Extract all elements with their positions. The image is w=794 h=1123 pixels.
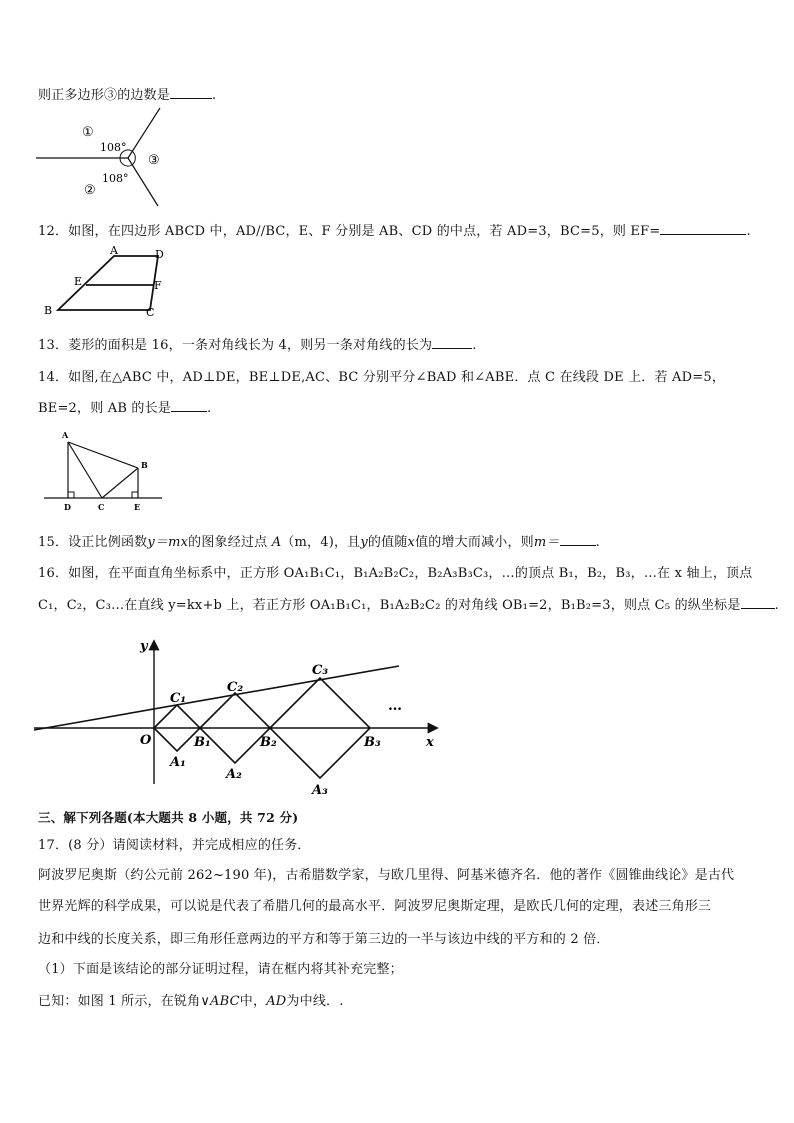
fig11-angle-bottom: 108° xyxy=(102,172,129,185)
q13-period: . xyxy=(472,338,477,353)
q15-text-4: 的值随 xyxy=(367,535,408,550)
fig16-label-A1: A₁ xyxy=(170,755,186,770)
fig16-label-B3: B₃ xyxy=(364,735,381,750)
q17-line-3: 世界光辉的科学成果，可以说是代表了希腊几何的最高水平．阿波罗尼奥斯定理，是欧氏几何的定理，表述三角形三 xyxy=(38,899,712,914)
q14-period: . xyxy=(207,401,212,416)
q15-text-3: （m，4)，且 xyxy=(281,535,361,550)
figure-12-trapezoid xyxy=(40,244,180,320)
fig16-label-C3: C₃ xyxy=(312,663,329,678)
q15-var-m: m＝ xyxy=(533,535,560,550)
fig16-label-O: O xyxy=(140,733,152,748)
q11-answer-blank[interactable] xyxy=(170,86,212,99)
fig16-label-B2: B₂ xyxy=(260,735,277,750)
q12-period: . xyxy=(746,224,751,239)
q15-period: . xyxy=(595,535,600,550)
fig11-label-1: ① xyxy=(82,125,94,140)
fig14-label-A: A xyxy=(62,430,69,440)
fig11-label-2: ② xyxy=(84,183,96,198)
q17-given-end: 为中线．. xyxy=(286,994,344,1009)
q17-line-5: （1）下面是该结论的部分证明过程，请在框内将其补充完整； xyxy=(38,962,403,977)
q16-period: . xyxy=(774,598,779,613)
fig12-label-F: F xyxy=(154,279,162,292)
fig12-label-C: C xyxy=(146,306,155,319)
q13-answer-blank[interactable] xyxy=(432,336,472,349)
q16-text: C₁，C₂，C₃…在直线 y=kx+b 上，若正方形 OA₁B₁C₁，B₁A₂B₂C₂ 的对角线 OB₁=2，B₁B₂=3，则点 C₅ 的纵坐标是 xyxy=(38,598,741,613)
q11-text: 则正多边形③的边数是 xyxy=(38,88,171,103)
q13-question xyxy=(38,334,477,353)
fig12-label-E: E xyxy=(74,275,83,288)
fig16-label-C2: C₂ xyxy=(227,680,244,695)
q13-text: 13．菱形的面积是 16，一条对角线长为 4，则另一条对角线的长为 xyxy=(38,338,433,353)
q11-period: . xyxy=(212,88,217,103)
q14-line-1: 14．如图,在△ABC 中，AD⊥DE，BE⊥DE,AC、BC 分别平分∠BAD 和∠ABE．点 C 在线段 DE 上．若 AD=5， xyxy=(38,370,726,385)
q12-question xyxy=(38,220,751,239)
fig14-label-B: B xyxy=(141,460,148,470)
q14-line-2 xyxy=(38,397,211,416)
q15-function: y＝mx xyxy=(147,535,189,550)
q15-var-x: x xyxy=(407,535,416,550)
q17-median: AD xyxy=(266,994,287,1009)
q15-text-1: 15．设正比例函数 xyxy=(38,535,148,550)
fig12-label-B: B xyxy=(44,304,53,317)
q17-line-4: 边和中线的长度关系，即三角形任意两边的平方和等于第三边的一半与该边中线的平方和的 2 倍． xyxy=(38,932,610,947)
q14-answer-blank[interactable] xyxy=(171,399,207,412)
q17-line-6 xyxy=(38,990,344,1009)
fig16-label-y: y xyxy=(140,639,148,654)
q17-triangle: ∨ABC xyxy=(200,994,240,1009)
q17-line-1: 17．(8 分）请阅读材料，并完成相应的任务． xyxy=(38,838,311,853)
fig14-label-C: C xyxy=(98,502,105,512)
fig16-label-C1: C₁ xyxy=(170,691,187,706)
fig16-label-x: x xyxy=(426,735,434,750)
q15-answer-blank[interactable] xyxy=(560,533,596,546)
q17-given-mid: 中， xyxy=(239,994,267,1009)
q14-text: BE=2，则 AB 的长是 xyxy=(38,401,172,416)
fig12-label-D: D xyxy=(155,248,164,261)
fig16-label-B1: B₁ xyxy=(194,735,211,750)
q15-var-y: y xyxy=(360,535,368,550)
fig16-label-A3: A₃ xyxy=(312,783,328,798)
q11-question xyxy=(38,84,216,103)
q16-line-2 xyxy=(38,594,779,613)
q15-text-5: 值的增大而减小，则 xyxy=(415,535,534,550)
fig16-label-A2: A₂ xyxy=(226,767,242,782)
q12-answer-blank[interactable] xyxy=(660,222,746,235)
fig14-label-E: E xyxy=(134,502,141,512)
section-3-heading: 三、解下列各题(本大题共 8 小题，共 72 分) xyxy=(38,810,299,825)
q17-line-2: 阿波罗尼奥斯（约公元前 262~190 年)，古希腊数学家，与欧几里得、阿基米德齐名．他的著作《圆锥曲线论》是古代 xyxy=(38,868,735,883)
q16-line-1: 16．如图，在平面直角坐标系中，正方形 OA₁B₁C₁，B₁A₂B₂C₂，B₂A₃B₃C₃，…的顶点 B₁，B₂，B₃，…在 x 轴上，顶点 xyxy=(38,566,753,581)
q17-given-text: 已知：如图 1 所示，在锐角 xyxy=(38,994,201,1009)
fig11-angle-top: 108° xyxy=(100,141,127,154)
q16-answer-blank[interactable] xyxy=(741,596,775,609)
fig11-label-3: ③ xyxy=(148,153,160,168)
q12-text: 12．如图，在四边形 ABCD 中，AD//BC，E、F 分别是 AB、CD 的中点，若 AD=3，BC=5，则 EF= xyxy=(38,224,661,239)
fig14-label-D: D xyxy=(64,502,71,512)
fig16-ellipsis: … xyxy=(388,698,402,714)
q15-point: A xyxy=(271,535,282,550)
fig12-label-A: A xyxy=(110,244,118,257)
q15-text-2: 的图象经过点 xyxy=(188,535,268,550)
q15-question xyxy=(38,531,600,550)
figure-16-coordinate-plane xyxy=(34,634,444,800)
figure-14-triangle xyxy=(42,428,166,514)
figure-11-polygons xyxy=(36,106,196,206)
